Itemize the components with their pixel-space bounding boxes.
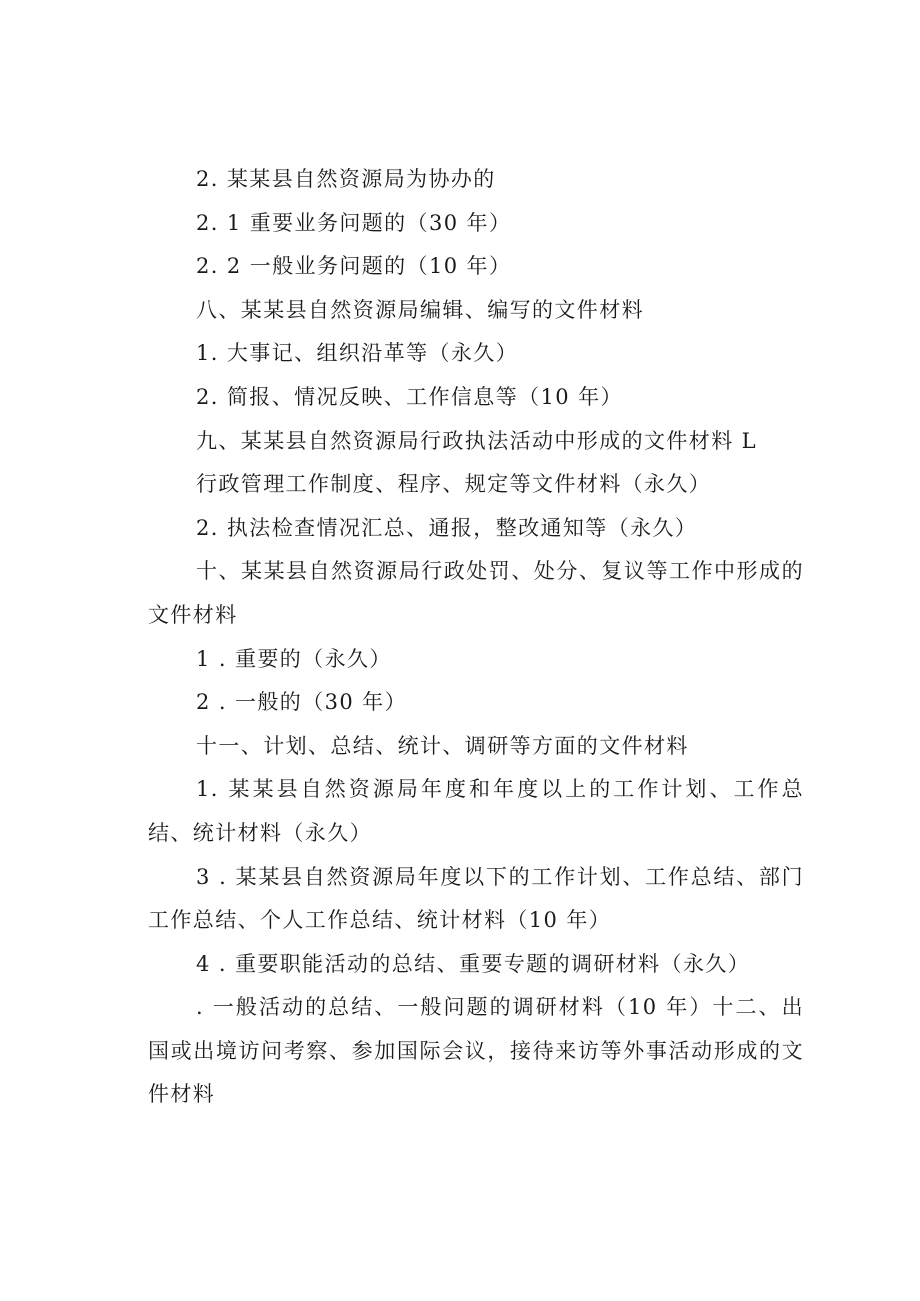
section-heading: 九、某某县自然资源局行政执法活动中形成的文件材料 L <box>196 428 758 453</box>
list-item: 1. 某某县自然资源局年度和年度以上的工作计划、工作总结、统计材料（永久） <box>148 777 804 845</box>
list-item: 2. 某某县自然资源局为协办的 <box>196 167 496 191</box>
list-item: . 一般活动的总结、一般问题的调研材料（10 年）十二、出国或出境访问考察、参加国际会议，接待来访等外事活动形成的文件材料 <box>148 995 804 1107</box>
list-item: 行政管理工作制度、程序、规定等文件材料（永久） <box>196 472 712 497</box>
list-item: 4 . 重要职能活动的总结、重要专题的调研材料（永久） <box>196 951 751 976</box>
list-item: 2. 执法检查情况汇总、通报，整改通知等（永久） <box>196 515 698 540</box>
list-item: 1. 大事记、组织沿革等（永久） <box>196 341 519 366</box>
document-body <box>148 158 804 1117</box>
list-item: 1 . 重要的（永久） <box>196 646 392 671</box>
section-heading: 十、某某县自然资源局行政处罚、处分、复议等工作中形成的文件材料 <box>148 559 804 627</box>
list-item: 2 . 一般的（30 年） <box>196 690 407 715</box>
list-item: 2. 2 一般业务问题的（10 年） <box>196 254 512 279</box>
section-heading: 八、某某县自然资源局编辑、编写的文件材料 <box>196 297 644 322</box>
list-item: 2. 1 重要业务问题的（30 年） <box>196 210 512 235</box>
list-item: 2. 简报、情况反映、工作信息等（10 年） <box>196 384 623 409</box>
section-heading: 十一、计划、总结、统计、调研等方面的文件材料 <box>196 733 689 758</box>
list-item: 3 . 某某县自然资源局年度以下的工作计划、工作总结、部门工作总结、个人工作总结、统计材料（10 年） <box>148 864 804 933</box>
